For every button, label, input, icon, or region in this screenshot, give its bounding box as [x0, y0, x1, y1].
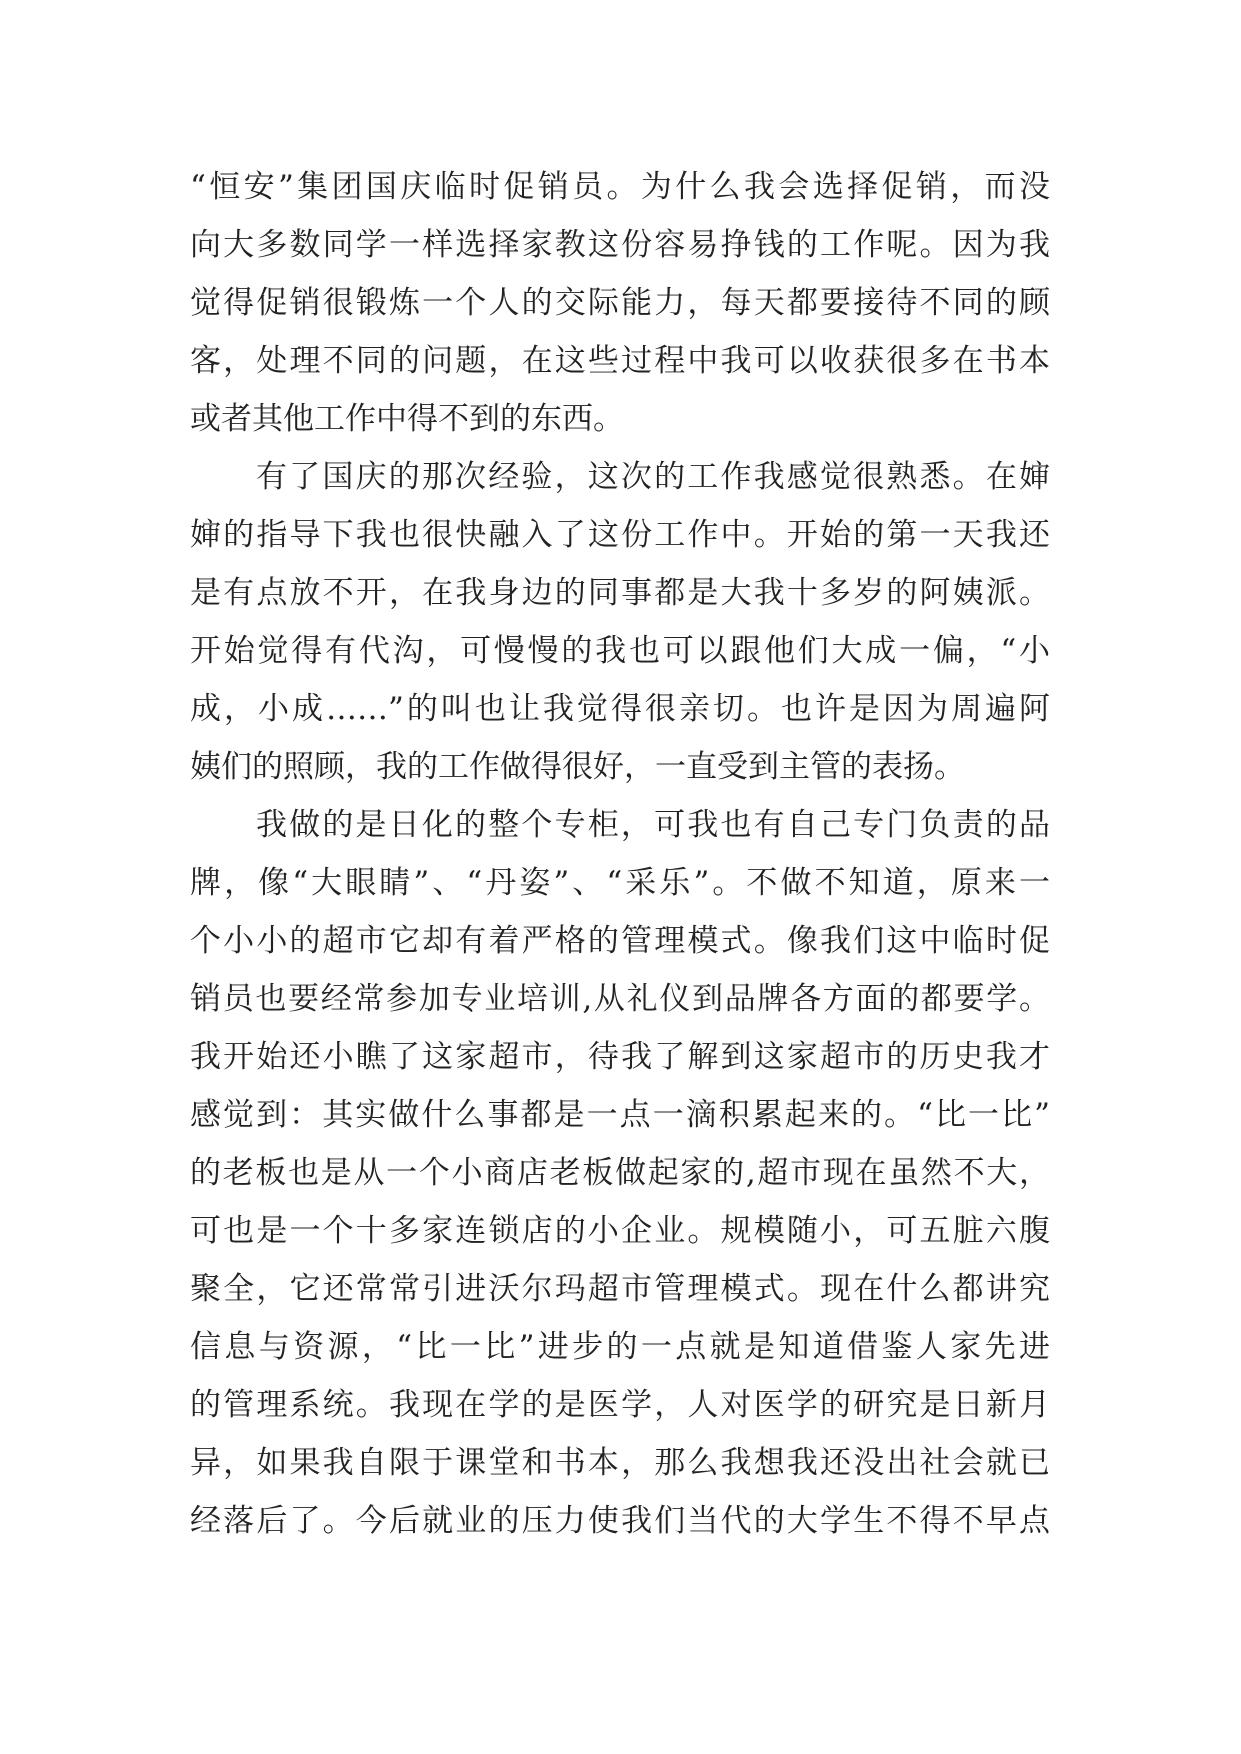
document-body	[190, 158, 1050, 1550]
text-line: 姨们的照顾，我的工作做得很好，一直受到主管的表扬。	[190, 749, 965, 785]
text-line: 成，小成……”的叫也让我觉得很亲切。也许是因为周遍阿	[190, 691, 1050, 727]
text-line: 婶的指导下我也很快融入了这份工作中。开始的第一天我还	[190, 517, 1050, 553]
text-line: 的老板也是从一个小商店老板做起家的,超市现在虽然不大，	[190, 1155, 1050, 1191]
text-line: 牌，像“大眼睛”、“丹姿”、“采乐”。不做不知道，原来一	[190, 865, 1050, 901]
text-line: 信息与资源，“比一比”进步的一点就是知道借鉴人家先进	[190, 1329, 1050, 1365]
paragraph-1	[190, 158, 1050, 448]
text-line: 向大多数同学一样选择家教这份容易挣钱的工作呢。因为我	[190, 227, 1050, 263]
text-line: 我开始还小瞧了这家超市，待我了解到这家超市的历史我才	[190, 1039, 1050, 1075]
text-line: 有了国庆的那次经验，这次的工作我感觉很熟悉。在婶	[256, 459, 1050, 495]
text-line: “恒安”集团国庆临时促销员。为什么我会选择促销，而没	[190, 169, 1050, 205]
paragraph-3	[190, 796, 1050, 1550]
text-line: 可也是一个十多家连锁店的小企业。规模随小，可五脏六腹	[190, 1213, 1050, 1249]
text-line: 开始觉得有代沟，可慢慢的我也可以跟他们大成一偏，“小	[190, 633, 1050, 669]
text-line: 是有点放不开，在我身边的同事都是大我十多岁的阿姨派。	[190, 575, 1050, 611]
text-line: 或者其他工作中得不到的东西。	[190, 401, 624, 437]
text-line: 客，处理不同的问题，在这些过程中我可以收获很多在书本	[190, 343, 1050, 379]
text-line: 觉得促销很锻炼一个人的交际能力，每天都要接待不同的顾	[190, 285, 1050, 321]
text-line: 感觉到：其实做什么事都是一点一滴积累起来的。“比一比”	[190, 1097, 1050, 1133]
text-line: 我做的是日化的整个专柜，可我也有自己专门负责的品	[256, 807, 1050, 843]
text-line: 聚全，它还常常引进沃尔玛超市管理模式。现在什么都讲究	[190, 1271, 1050, 1307]
text-line: 异，如果我自限于课堂和书本，那么我想我还没出社会就已	[190, 1445, 1050, 1481]
text-line: 销员也要经常参加专业培训,从礼仪到品牌各方面的都要学。	[190, 981, 1050, 1017]
paragraph-2	[190, 448, 1050, 796]
text-line: 的管理系统。我现在学的是医学，人对医学的研究是日新月	[190, 1387, 1050, 1423]
text-line: 个小小的超市它却有着严格的管理模式。像我们这中临时促	[190, 923, 1050, 959]
text-line: 经落后了。今后就业的压力使我们当代的大学生不得不早点	[190, 1503, 1050, 1539]
